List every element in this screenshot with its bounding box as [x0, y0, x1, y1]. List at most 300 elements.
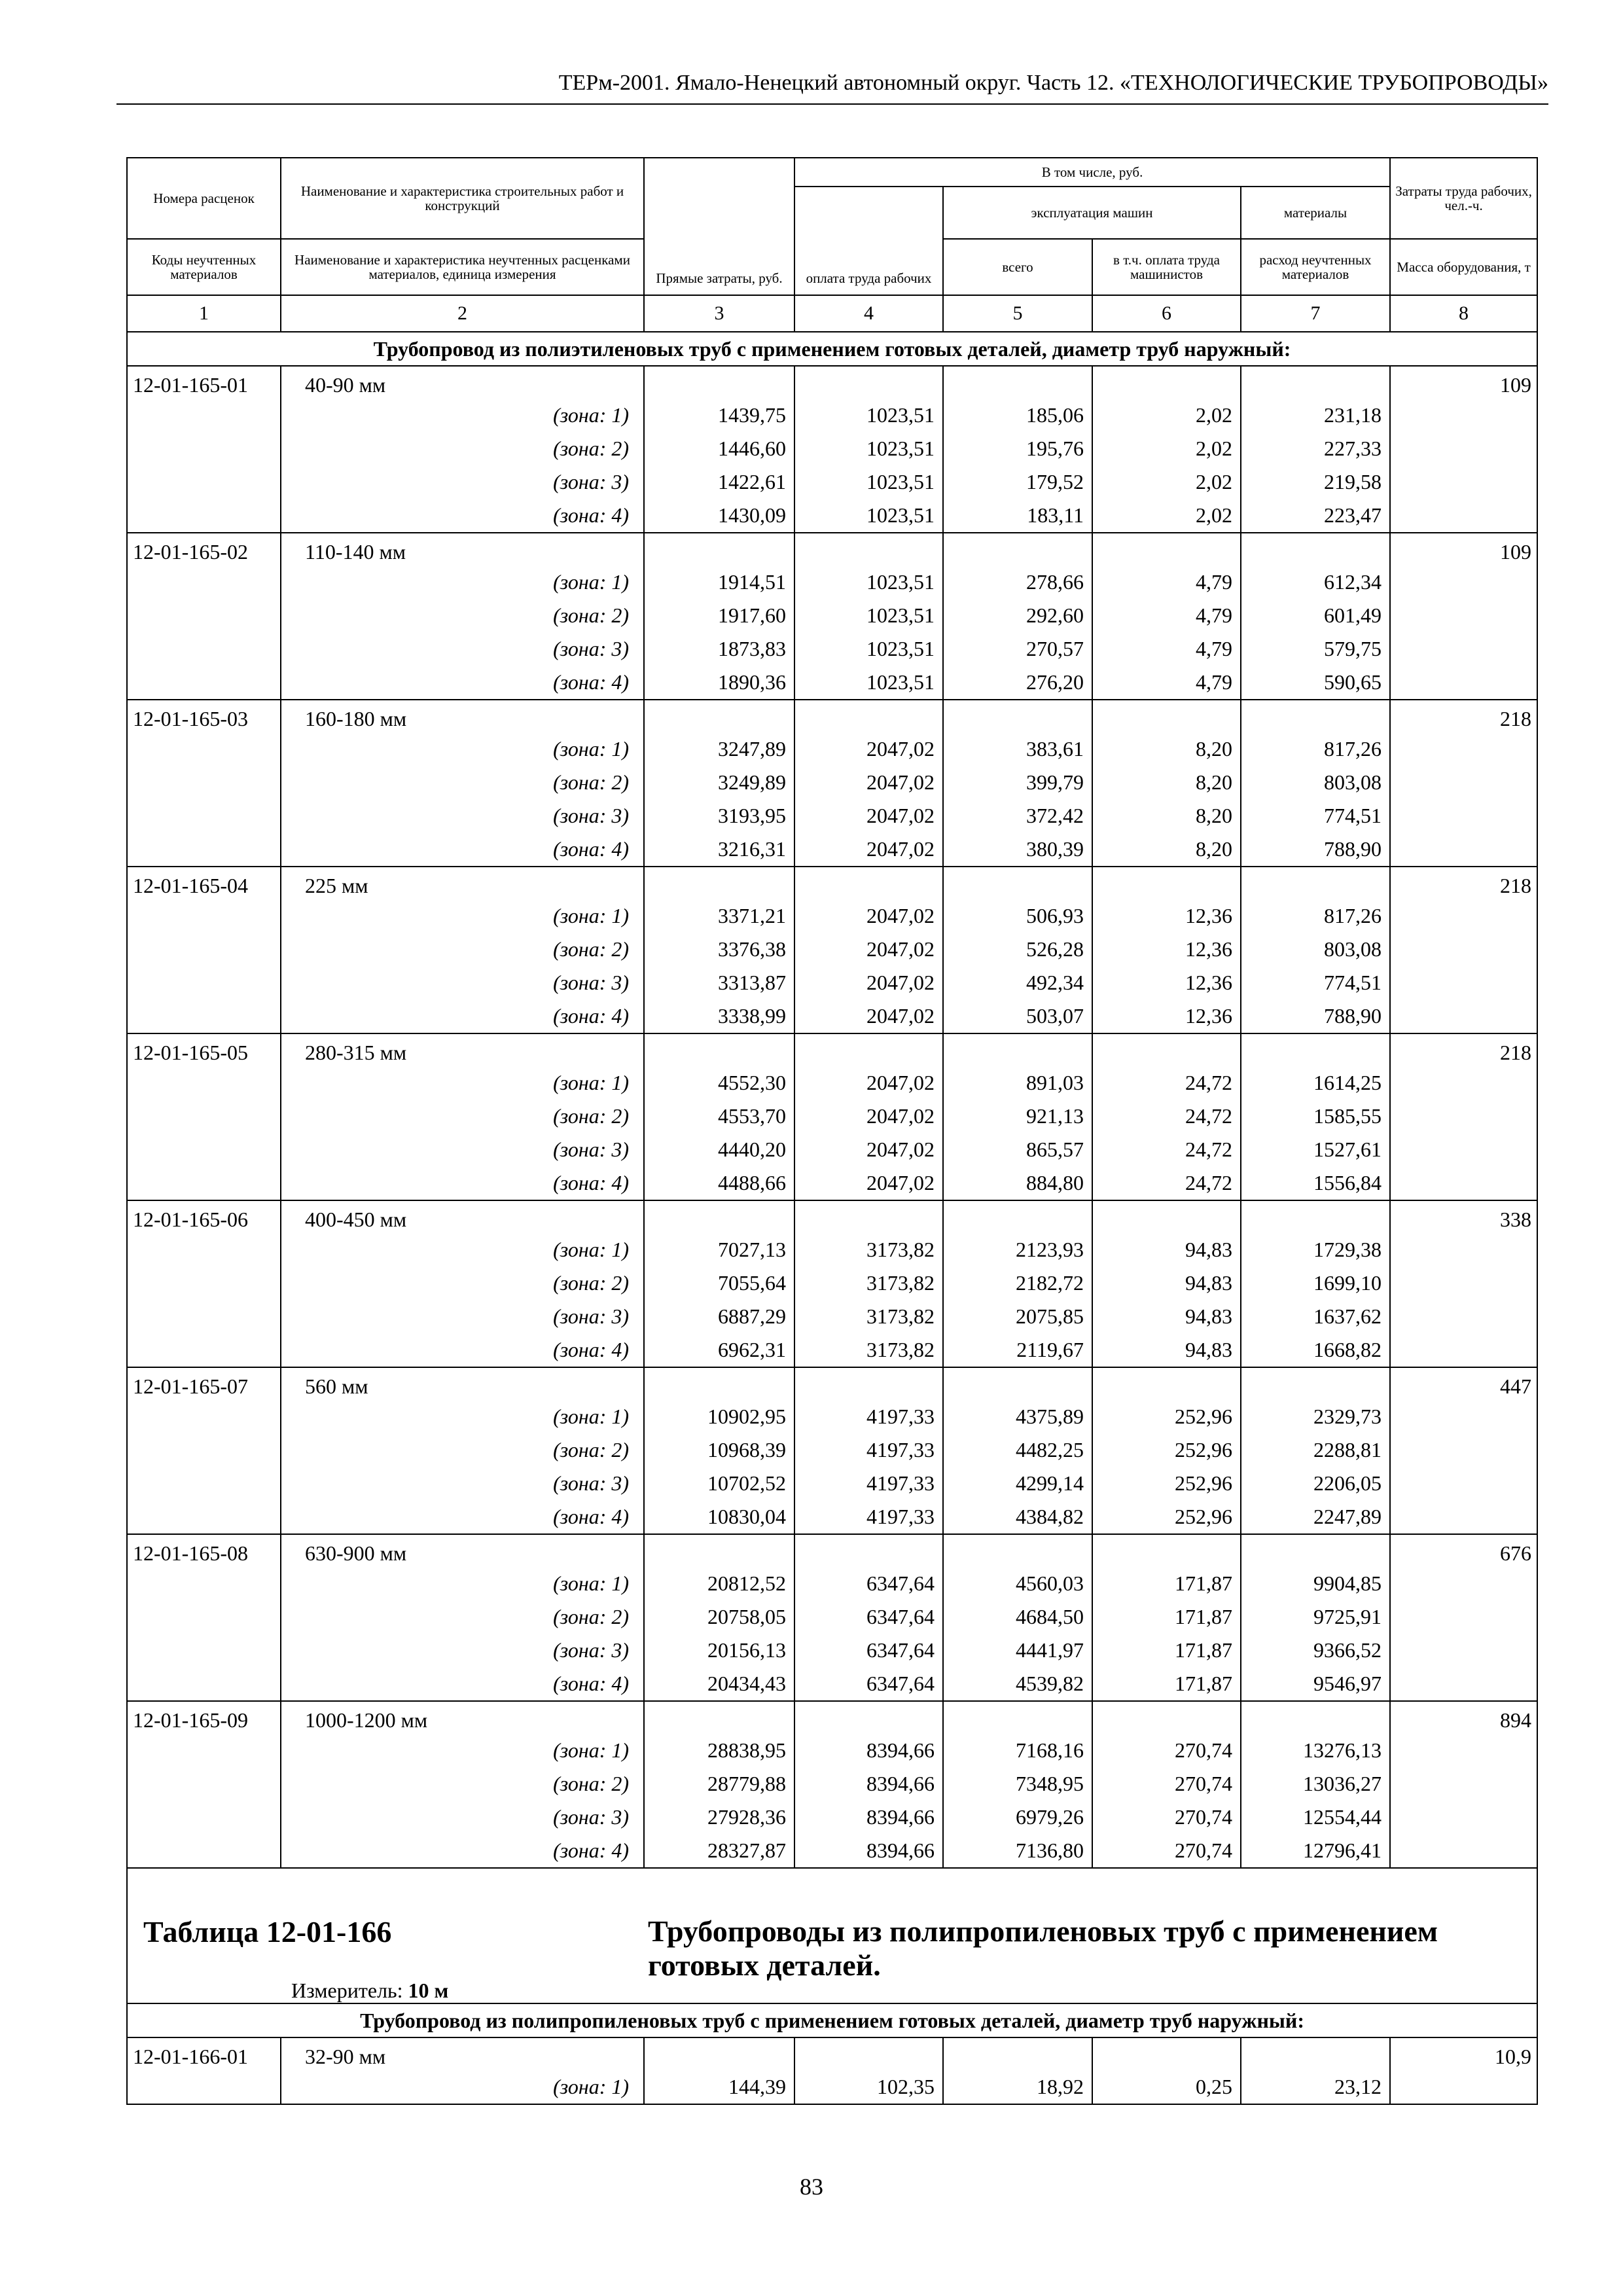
value-cell-materials [1241, 1701, 1390, 1868]
spacer [944, 1707, 1086, 1734]
value-materials: 223,47 [1324, 503, 1382, 527]
value-labor: 1023,51 [866, 437, 935, 460]
value-labor: 3173,82 [866, 1271, 935, 1295]
labor-hours-cell [1390, 1033, 1537, 1200]
value-labor: 1023,51 [866, 503, 935, 527]
header-incl: В том числе, руб. [794, 158, 1390, 187]
value-machines: 292,60 [1026, 603, 1084, 627]
value-cell-direct [644, 1367, 794, 1534]
header-materials-unaccounted: расход неучтенных материалов [1241, 239, 1390, 295]
rate-name [281, 366, 644, 533]
rate-name [281, 1033, 644, 1200]
value-materials: 788,90 [1324, 837, 1382, 861]
value-cell-direct [644, 1200, 794, 1367]
rate-code-text: 12-01-165-06 [133, 1208, 248, 1231]
value-labor: 4197,33 [866, 1471, 935, 1495]
rate-name-text: 225 мм [305, 874, 368, 897]
labor-hours-cell [1390, 1701, 1537, 1868]
rate-code [127, 533, 281, 700]
rate-name [281, 1534, 644, 1701]
value-cell-machines [943, 1200, 1092, 1367]
labor-hours: 218 [1500, 874, 1532, 897]
value-mach-labor: 270,74 [1175, 1805, 1232, 1829]
value-labor: 4197,33 [866, 1438, 935, 1462]
value-direct: 10830,04 [707, 1505, 786, 1528]
value-materials: 774,51 [1324, 804, 1382, 827]
value-materials: 1729,38 [1313, 1238, 1382, 1261]
spacer [645, 1206, 789, 1233]
header-direct: Прямые затраты, руб. [644, 158, 794, 295]
labor-hours: 10,9 [1495, 2045, 1532, 2068]
value-machines: 270,57 [1026, 637, 1084, 660]
spacer [645, 2043, 789, 2070]
value-direct: 4440,20 [718, 1138, 786, 1161]
value-labor: 2047,02 [866, 904, 935, 927]
rate-code-text: 12-01-165-07 [133, 1374, 248, 1398]
value-materials: 219,58 [1324, 470, 1382, 493]
spacer [1093, 1039, 1235, 1066]
spacer [795, 1373, 937, 1400]
value-machines: 372,42 [1026, 804, 1084, 827]
value-cell-machines [943, 1367, 1092, 1534]
zone-label: (зона: 4) [553, 1505, 629, 1528]
zone-label: (зона: 1) [553, 1571, 629, 1595]
spacer [944, 1373, 1086, 1400]
value-machines: 891,03 [1026, 1071, 1084, 1094]
zone-label: (зона: 1) [553, 737, 629, 761]
rate-entry-row [127, 867, 1537, 1033]
rate-entry-row [127, 1200, 1537, 1367]
value-cell-mach-labor [1092, 1367, 1241, 1534]
labor-hours-cell [1390, 533, 1537, 700]
value-mach-labor: 24,72 [1185, 1104, 1232, 1128]
zone-label: (зона: 1) [553, 1238, 629, 1261]
value-machines: 183,11 [1027, 503, 1084, 527]
value-materials: 9546,97 [1313, 1672, 1382, 1695]
value-machines: 503,07 [1026, 1004, 1084, 1028]
value-materials: 9725,91 [1313, 1605, 1382, 1628]
spacer [1093, 372, 1235, 399]
value-cell-labor [794, 1200, 943, 1367]
header-codes-top: Номера расценок [127, 158, 281, 239]
spacer [645, 1373, 789, 1400]
spacer [1093, 539, 1235, 565]
labor-hours: 109 [1500, 540, 1532, 564]
value-cell-mach-labor [1092, 1033, 1241, 1200]
value-materials: 12554,44 [1303, 1805, 1382, 1829]
value-mach-labor: 171,87 [1175, 1571, 1232, 1595]
value-mach-labor: 0,25 [1196, 2075, 1232, 2098]
spacer [1241, 1707, 1384, 1734]
section-row [127, 2003, 1537, 2037]
value-labor: 3173,82 [866, 1238, 935, 1261]
value-labor: 6347,64 [866, 1571, 935, 1595]
value-materials: 23,12 [1334, 2075, 1382, 2098]
zone-label: (зона: 2) [553, 1104, 629, 1128]
value-cell-materials [1241, 1033, 1390, 1200]
rate-entry-row [127, 1701, 1537, 1868]
zone-label: (зона: 2) [553, 603, 629, 627]
value-direct: 20812,52 [707, 1571, 786, 1595]
rate-name-text: 630-900 мм [305, 1541, 407, 1565]
spacer [795, 1039, 937, 1066]
labor-hours-cell [1390, 366, 1537, 533]
value-direct: 1446,60 [718, 437, 786, 460]
value-cell-machines [943, 1701, 1092, 1868]
zone-label: (зона: 3) [553, 470, 629, 493]
value-labor: 1023,51 [866, 403, 935, 427]
rate-name-text: 160-180 мм [305, 707, 407, 730]
value-machines: 278,66 [1026, 570, 1084, 594]
rate-entry-row [127, 1367, 1537, 1534]
page-number: 83 [800, 2174, 823, 2200]
value-mach-labor: 2,02 [1196, 437, 1232, 460]
value-direct: 1914,51 [718, 570, 786, 594]
spacer [1093, 2043, 1235, 2070]
zone-label: (зона: 3) [553, 1304, 629, 1328]
table-title-box [127, 1868, 1537, 2003]
value-direct: 3216,31 [718, 837, 786, 861]
value-machines: 492,34 [1026, 971, 1084, 994]
value-labor: 8394,66 [866, 1839, 935, 1862]
value-labor: 2047,02 [866, 971, 935, 994]
spacer [645, 1540, 789, 1567]
page-header: ТЕРм-2001. Ямало-Ненецкий автономный округ. Часть 12. «ТЕХНОЛОГИЧЕСКИЕ ТРУБОПРОВОДЫ» [116, 71, 1548, 105]
value-machines: 2182,72 [1016, 1271, 1084, 1295]
rate-code [127, 1534, 281, 1701]
value-machines: 4560,03 [1016, 1571, 1084, 1595]
value-machines: 179,52 [1026, 470, 1084, 493]
value-mach-labor: 2,02 [1196, 403, 1232, 427]
rate-code-text: 12-01-165-03 [133, 707, 248, 730]
rate-code-text: 12-01-165-08 [133, 1541, 248, 1565]
value-labor: 1023,51 [866, 470, 935, 493]
value-direct: 144,39 [728, 2075, 786, 2098]
header-labor-cost: Затраты труда рабочих, чел.-ч. [1390, 158, 1537, 239]
value-direct: 1917,60 [718, 603, 786, 627]
value-direct: 6962,31 [718, 1338, 786, 1361]
rate-code [127, 1200, 281, 1367]
value-machines: 921,13 [1026, 1104, 1084, 1128]
spacer [1241, 2043, 1384, 2070]
value-cell-machines [943, 867, 1092, 1033]
zone-label: (зона: 2) [553, 1772, 629, 1795]
spacer [944, 539, 1086, 565]
column-number: 8 [1390, 295, 1537, 332]
value-machines: 6979,26 [1016, 1805, 1084, 1829]
rate-code [127, 1701, 281, 1868]
value-machines: 4441,97 [1016, 1638, 1084, 1662]
value-direct: 6887,29 [718, 1304, 786, 1328]
value-cell-mach-labor [1092, 366, 1241, 533]
value-materials: 231,18 [1324, 403, 1382, 427]
value-mach-labor: 270,74 [1175, 1772, 1232, 1795]
value-materials: 774,51 [1324, 971, 1382, 994]
value-direct: 3193,95 [718, 804, 786, 827]
value-labor: 2047,02 [866, 1171, 935, 1194]
value-machines: 4384,82 [1016, 1505, 1084, 1528]
value-materials: 12796,41 [1303, 1839, 1382, 1862]
header-labor: оплата труда рабочих [794, 187, 943, 295]
value-labor: 4197,33 [866, 1505, 935, 1528]
value-cell-labor [794, 1367, 943, 1534]
value-labor: 6347,64 [866, 1638, 935, 1662]
value-cell-materials [1241, 867, 1390, 1033]
value-mach-labor: 270,74 [1175, 1738, 1232, 1762]
value-materials: 579,75 [1324, 637, 1382, 660]
value-labor: 3173,82 [866, 1338, 935, 1361]
value-mach-labor: 8,20 [1196, 804, 1232, 827]
zone-label: (зона: 1) [553, 2075, 629, 2098]
spacer [1093, 706, 1235, 732]
labor-hours: 338 [1500, 1208, 1532, 1231]
value-machines: 195,76 [1026, 437, 1084, 460]
zone-label: (зона: 4) [553, 1672, 629, 1695]
spacer [645, 372, 789, 399]
value-mach-labor: 24,72 [1185, 1138, 1232, 1161]
value-labor: 1023,51 [866, 570, 935, 594]
value-direct: 28779,88 [707, 1772, 786, 1795]
spacer [1241, 539, 1384, 565]
spacer [944, 1540, 1086, 1567]
value-cell-labor [794, 2037, 943, 2104]
value-cell-labor [794, 700, 943, 867]
value-mach-labor: 8,20 [1196, 737, 1232, 761]
value-machines: 506,93 [1026, 904, 1084, 927]
zone-label: (зона: 2) [553, 1605, 629, 1628]
value-machines: 399,79 [1026, 770, 1084, 794]
value-cell-mach-labor [1092, 1701, 1241, 1868]
value-materials: 1585,55 [1313, 1104, 1382, 1128]
spacer [1241, 1206, 1384, 1233]
table-title: Трубопроводы из полипропиленовых труб с применением готовых деталей. [648, 1914, 1438, 1982]
header-machines: эксплуатация машин [943, 187, 1241, 239]
value-cell-materials [1241, 366, 1390, 533]
table-number: Таблица 12-01-166 [143, 1915, 392, 1948]
header-machines-labor: в т.ч. оплата труда машинистов [1092, 239, 1241, 295]
labor-hours-cell [1390, 2037, 1537, 2104]
spacer [1241, 1540, 1384, 1567]
zone-label: (зона: 1) [553, 1738, 629, 1762]
spacer [795, 1707, 937, 1734]
value-materials: 9904,85 [1313, 1571, 1382, 1595]
value-mach-labor: 94,83 [1185, 1238, 1232, 1261]
value-mach-labor: 12,36 [1185, 971, 1232, 994]
zone-label: (зона: 3) [553, 804, 629, 827]
labor-hours-cell [1390, 1534, 1537, 1701]
labor-hours: 447 [1500, 1374, 1532, 1398]
value-materials: 1556,84 [1313, 1171, 1382, 1194]
value-direct: 3247,89 [718, 737, 786, 761]
spacer [645, 1707, 789, 1734]
value-mach-labor: 94,83 [1185, 1271, 1232, 1295]
value-mach-labor: 8,20 [1196, 837, 1232, 861]
value-materials: 2288,81 [1313, 1438, 1382, 1462]
value-machines: 4684,50 [1016, 1605, 1084, 1628]
value-direct: 7055,64 [718, 1271, 786, 1295]
value-materials: 2206,05 [1313, 1471, 1382, 1495]
zone-label: (зона: 4) [553, 1004, 629, 1028]
value-materials: 13276,13 [1303, 1738, 1382, 1762]
value-cell-materials [1241, 700, 1390, 867]
value-machines: 4539,82 [1016, 1672, 1084, 1695]
value-direct: 1890,36 [718, 670, 786, 694]
value-direct: 3376,38 [718, 937, 786, 961]
header-name-top: Наименование и характеристика строительных работ и конструкций [281, 158, 644, 239]
zone-label: (зона: 2) [553, 1271, 629, 1295]
value-labor: 6347,64 [866, 1605, 935, 1628]
value-cell-direct [644, 1033, 794, 1200]
spacer [1093, 872, 1235, 899]
value-machines: 7136,80 [1016, 1839, 1084, 1862]
value-cell-direct [644, 2037, 794, 2104]
value-labor: 2047,02 [866, 1104, 935, 1128]
value-labor: 4197,33 [866, 1405, 935, 1428]
rate-code-text: 12-01-165-02 [133, 540, 248, 564]
value-cell-labor [794, 366, 943, 533]
header-codes-bottom: Коды неучтенных материалов [127, 239, 281, 295]
value-direct: 3371,21 [718, 904, 786, 927]
rate-name-text: 40-90 мм [305, 373, 386, 397]
spacer [795, 2043, 937, 2070]
value-machines: 7348,95 [1016, 1772, 1084, 1795]
value-labor: 2047,02 [866, 837, 935, 861]
header-name-bottom: Наименование и характеристика неучтенных расценками материалов, единица измерения [281, 239, 644, 295]
zone-label: (зона: 2) [553, 770, 629, 794]
value-cell-direct [644, 700, 794, 867]
rate-name [281, 1200, 644, 1367]
column-numbers-row [127, 295, 1537, 332]
rate-code [127, 1367, 281, 1534]
value-direct: 1422,61 [718, 470, 786, 493]
spacer [1093, 1373, 1235, 1400]
value-labor: 2047,02 [866, 804, 935, 827]
labor-hours: 109 [1500, 373, 1532, 397]
value-direct: 20758,05 [707, 1605, 786, 1628]
value-materials: 817,26 [1324, 904, 1382, 927]
value-mach-labor: 4,79 [1196, 637, 1232, 660]
value-mach-labor: 2,02 [1196, 503, 1232, 527]
spacer [944, 872, 1086, 899]
spacer [1093, 1206, 1235, 1233]
value-materials: 9366,52 [1313, 1638, 1382, 1662]
value-mach-labor: 270,74 [1175, 1839, 1232, 1862]
value-materials: 1527,61 [1313, 1138, 1382, 1161]
spacer [944, 1039, 1086, 1066]
table-title-row [127, 1868, 1537, 2003]
value-materials: 788,90 [1324, 1004, 1382, 1028]
zone-label: (зона: 2) [553, 437, 629, 460]
value-mach-labor: 4,79 [1196, 670, 1232, 694]
value-machines: 383,61 [1026, 737, 1084, 761]
value-machines: 7168,16 [1016, 1738, 1084, 1762]
zone-label: (зона: 1) [553, 403, 629, 427]
value-materials: 1668,82 [1313, 1338, 1382, 1361]
value-machines: 4375,89 [1016, 1405, 1084, 1428]
value-cell-direct [644, 1534, 794, 1701]
section-title: Трубопровод из полипропиленовых труб с применением готовых деталей, диаметр труб наружный: [127, 2003, 1537, 2037]
value-mach-labor: 252,96 [1175, 1438, 1232, 1462]
labor-hours-cell [1390, 867, 1537, 1033]
rate-code [127, 366, 281, 533]
zone-label: (зона: 1) [553, 1071, 629, 1094]
value-mach-labor: 252,96 [1175, 1405, 1232, 1428]
rates-table [126, 157, 1538, 2105]
spacer [795, 372, 937, 399]
value-mach-labor: 2,02 [1196, 470, 1232, 493]
value-labor: 6347,64 [866, 1672, 935, 1695]
value-materials: 803,08 [1324, 770, 1382, 794]
zone-label: (зона: 4) [553, 503, 629, 527]
spacer [795, 1540, 937, 1567]
value-mach-labor: 252,96 [1175, 1471, 1232, 1495]
value-labor: 2047,02 [866, 737, 935, 761]
measure [291, 1979, 448, 2003]
section-title: Трубопровод из полиэтиленовых труб с применением готовых деталей, диаметр труб наружный: [127, 332, 1537, 366]
rate-code-text: 12-01-165-09 [133, 1708, 248, 1732]
value-materials: 1614,25 [1313, 1071, 1382, 1094]
rate-entry-row [127, 2037, 1537, 2104]
rate-entry-row [127, 700, 1537, 867]
value-materials: 1699,10 [1313, 1271, 1382, 1295]
zone-label: (зона: 4) [553, 670, 629, 694]
rate-code-text: 12-01-165-01 [133, 373, 248, 397]
spacer [1241, 1373, 1384, 1400]
value-labor: 3173,82 [866, 1304, 935, 1328]
value-direct: 4553,70 [718, 1104, 786, 1128]
value-machines: 4482,25 [1016, 1438, 1084, 1462]
value-cell-mach-labor [1092, 867, 1241, 1033]
rate-code-text: 12-01-166-01 [133, 2045, 248, 2068]
rate-entry-row [127, 1534, 1537, 1701]
value-cell-direct [644, 533, 794, 700]
value-cell-mach-labor [1092, 700, 1241, 867]
zone-label: (зона: 4) [553, 837, 629, 861]
value-mach-labor: 12,36 [1185, 937, 1232, 961]
value-direct: 10968,39 [707, 1438, 786, 1462]
value-labor: 2047,02 [866, 1138, 935, 1161]
value-materials: 612,34 [1324, 570, 1382, 594]
spacer [795, 539, 937, 565]
rate-entry-row [127, 1033, 1537, 1200]
spacer [1241, 872, 1384, 899]
value-cell-labor [794, 1534, 943, 1701]
value-labor: 2047,02 [866, 770, 935, 794]
spacer [795, 872, 937, 899]
value-labor: 1023,51 [866, 603, 935, 627]
value-direct: 3249,89 [718, 770, 786, 794]
spacer [795, 1206, 937, 1233]
labor-hours: 218 [1500, 707, 1532, 730]
value-mach-labor: 8,20 [1196, 770, 1232, 794]
value-mach-labor: 171,87 [1175, 1638, 1232, 1662]
value-labor: 8394,66 [866, 1805, 935, 1829]
value-direct: 3338,99 [718, 1004, 786, 1028]
rate-code [127, 867, 281, 1033]
value-direct: 20434,43 [707, 1672, 786, 1695]
spacer [645, 872, 789, 899]
value-mach-labor: 252,96 [1175, 1505, 1232, 1528]
value-cell-direct [644, 366, 794, 533]
value-materials: 803,08 [1324, 937, 1382, 961]
value-mach-labor: 24,72 [1185, 1071, 1232, 1094]
rate-name [281, 533, 644, 700]
rate-code [127, 2037, 281, 2104]
measure-value: 10 м [408, 1979, 449, 2002]
zone-label: (зона: 4) [553, 1338, 629, 1361]
rate-name [281, 1367, 644, 1534]
rate-name-text: 560 мм [305, 1374, 368, 1398]
